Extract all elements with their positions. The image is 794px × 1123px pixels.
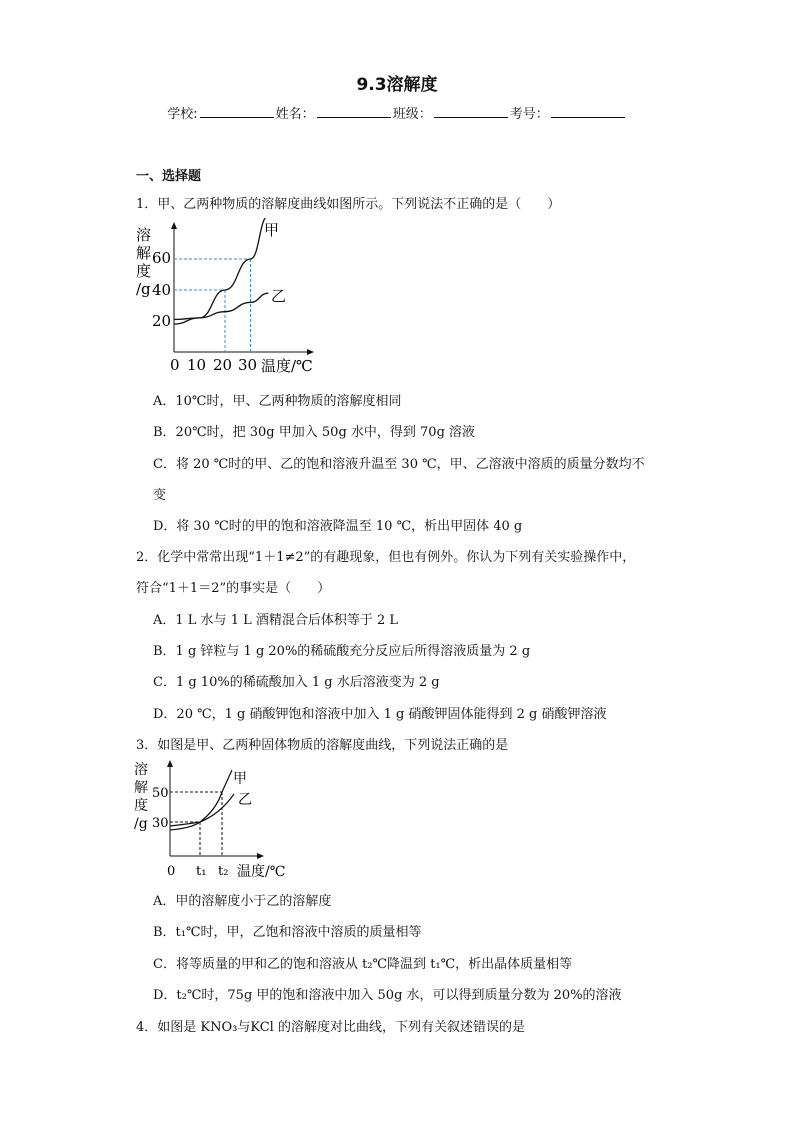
chart-1-ylabel-3: 度 bbox=[136, 262, 152, 280]
chart-1-ytick-40: 40 bbox=[152, 281, 172, 299]
question-3-stem: 3．如图是甲、乙两种固体物质的溶解度曲线，下列说法正确的是 bbox=[136, 738, 509, 753]
chart-1-xtick-30: 30 bbox=[238, 356, 258, 374]
question-1-stem: 1．甲、乙两种物质的溶解度曲线如图所示。下列说法不正确的是（ ） bbox=[136, 197, 561, 212]
chart-1-ytick-20: 20 bbox=[152, 312, 172, 330]
chart-1-curves bbox=[174, 218, 268, 324]
q3-option-c[interactable]: C．将等质量的甲和乙的饱和溶液从 t₂℃降温到 t₁℃，析出晶体质量相等 bbox=[153, 957, 573, 972]
chart-2-series-yi: 乙 bbox=[238, 792, 252, 808]
chart-1 bbox=[130, 218, 330, 378]
q1-option-c-cont: 变 bbox=[153, 488, 167, 503]
chart-1-y-arrow bbox=[171, 222, 177, 229]
chart-2-ylabel-1: 溶 bbox=[134, 762, 148, 778]
chart-2-series-jia: 甲 bbox=[233, 771, 247, 787]
chart-1-curve-yi bbox=[174, 293, 268, 319]
chart-2-y-arrow bbox=[167, 760, 173, 767]
chart-2-xtick-0: 0 bbox=[167, 864, 176, 879]
section-title: 一、选择题 bbox=[136, 169, 202, 184]
chart-2-xlabel: 温度/℃ bbox=[237, 864, 286, 880]
chart-1-xtick-20: 20 bbox=[213, 356, 233, 374]
q3-option-b[interactable]: B．t₁℃时，甲，乙饱和溶液中溶质的质量相等 bbox=[153, 925, 422, 940]
name-label: 姓名： bbox=[275, 107, 315, 122]
question-2-stem-line2: 符合“1＋1＝2”的事实是（ ） bbox=[136, 581, 331, 596]
exam-number-blank[interactable] bbox=[551, 105, 625, 118]
chart-2 bbox=[130, 758, 300, 883]
chart-2-ytick-50: 50 bbox=[152, 786, 169, 801]
chart-2-ytick-30: 30 bbox=[152, 816, 169, 831]
chart-1-xtick-0: 0 bbox=[170, 356, 180, 374]
chart-1-ylabel-2: 解 bbox=[136, 244, 152, 262]
chart-1-series-jia: 甲 bbox=[264, 221, 280, 239]
class-label: 班级： bbox=[392, 107, 432, 122]
question-2-stem-line1: 2．化学中常常出现“1＋1≠2”的有趣现象，但也有例外。你认为下列有关实验操作中， bbox=[136, 550, 636, 565]
chart-1-ylabel-1: 溶 bbox=[136, 226, 152, 244]
q3-option-d[interactable]: D．t₂℃时，75g 甲的饱和溶液中加入 50g 水，可以得到质量分数为 20%的溶液 bbox=[153, 988, 622, 1003]
chart-1-series-yi: 乙 bbox=[271, 287, 287, 305]
chart-1-ylabel-4: /g bbox=[136, 280, 151, 298]
q2-option-a[interactable]: A．1 L 水与 1 L 酒精混合后体积等于 2 L bbox=[153, 613, 399, 628]
chart-2-xtick-t1: t₁ bbox=[196, 864, 207, 879]
student-info-line bbox=[0, 103, 794, 122]
chart-1-xtick-10: 10 bbox=[187, 356, 207, 374]
q1-option-d[interactable]: D．将 30 ℃时的甲的饱和溶液降温至 10 ℃，析出甲固体 40 g bbox=[153, 519, 523, 534]
name-blank[interactable] bbox=[317, 105, 391, 118]
chart-2-ylabel-3: 度 bbox=[134, 798, 148, 814]
chart-1-x-arrow bbox=[307, 349, 314, 355]
q2-option-c[interactable]: C．1 g 10%的稀硫酸加入 1 g 水后溶液变为 2 g bbox=[153, 675, 440, 690]
school-blank[interactable] bbox=[200, 105, 274, 118]
q2-option-b[interactable]: B．1 g 锌粒与 1 g 20%的稀硫酸充分反应后所得溶液质量为 2 g bbox=[153, 644, 531, 659]
chart-2-curve-yi bbox=[170, 794, 234, 826]
exam-number-label: 考号： bbox=[509, 107, 549, 122]
q1-option-a[interactable]: A．10℃时，甲、乙两种物质的溶解度相同 bbox=[153, 394, 402, 409]
question-4-stem: 4．如图是 KNO₃与KCl 的溶解度对比曲线，下列有关叙述错误的是 bbox=[136, 1020, 525, 1035]
chart-2-xtick-t2: t₂ bbox=[218, 864, 229, 879]
chart-2-ylabel-4: /g bbox=[134, 816, 148, 832]
q3-option-a[interactable]: A．甲的溶解度小于乙的溶解度 bbox=[153, 894, 332, 909]
class-blank[interactable] bbox=[434, 105, 508, 118]
chart-1-curve-jia bbox=[174, 218, 268, 324]
page-title: 9.3溶解度 bbox=[356, 75, 438, 95]
chart-2-x-arrow bbox=[257, 853, 264, 859]
chart-1-xlabel: 温度/℃ bbox=[261, 357, 313, 375]
q2-option-d[interactable]: D．20 ℃，1 g 硝酸钾饱和溶液中加入 1 g 硝酸钾固体能得到 2 g 硝酸钾溶液 bbox=[153, 707, 607, 722]
school-label: 学校: bbox=[167, 107, 198, 122]
chart-1-ytick-60: 60 bbox=[152, 249, 172, 267]
q1-option-b[interactable]: B．20℃时，把 30g 甲加入 50g 水中，得到 70g 溶液 bbox=[153, 425, 476, 440]
q1-option-c[interactable]: C．将 20 ℃时的甲、乙的饱和溶液升温至 30 ℃，甲、乙溶液中溶质的质量分数均不 bbox=[153, 457, 645, 472]
chart-2-ylabel-2: 解 bbox=[134, 780, 148, 796]
